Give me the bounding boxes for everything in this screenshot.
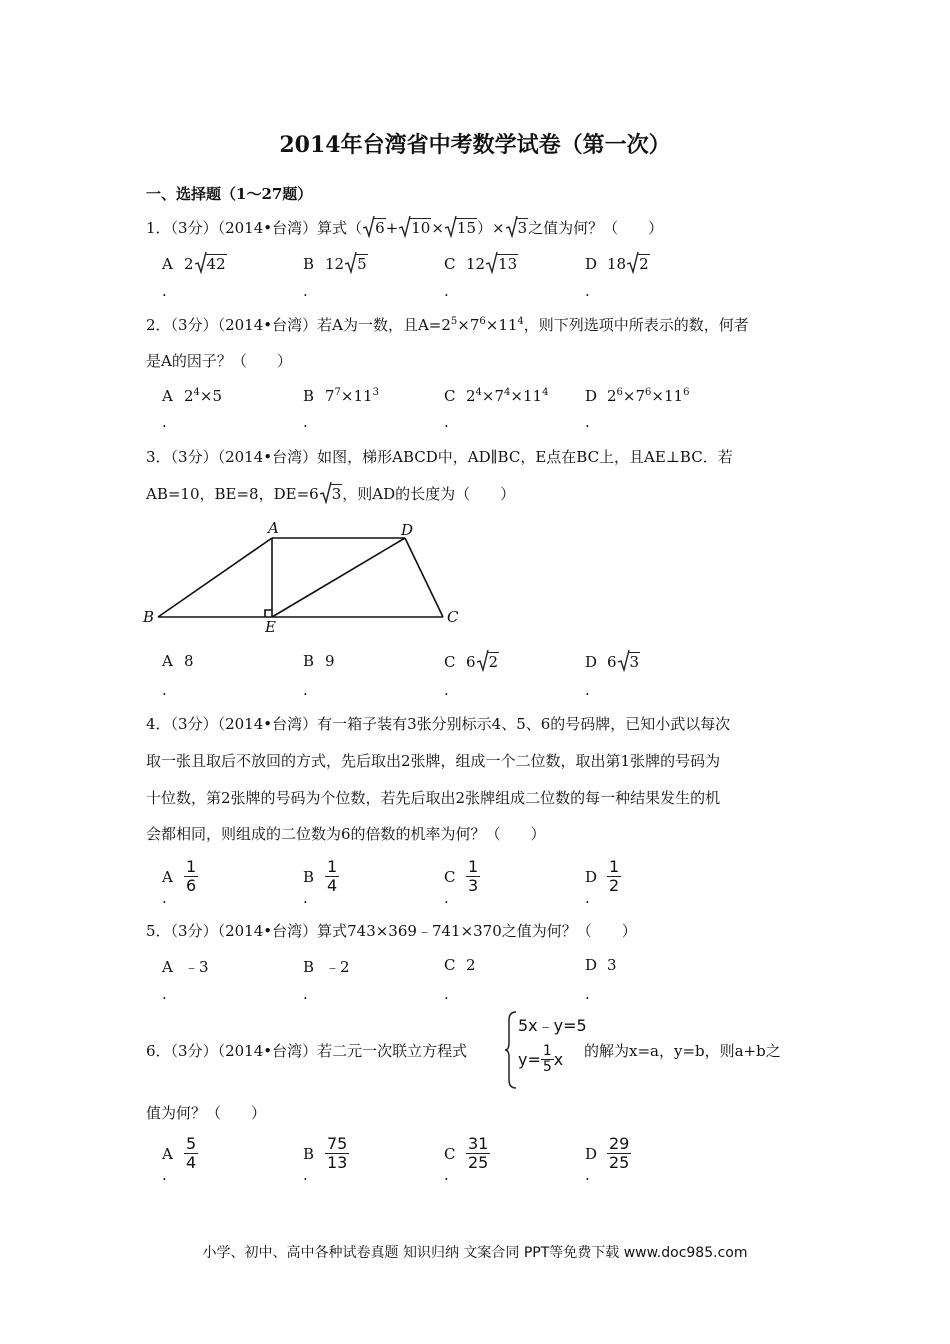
- option-dot: .: [444, 985, 449, 1003]
- option-a[interactable]: A $\frac{1}{6}$: [162, 857, 197, 895]
- option-d[interactable]: D $\frac{29}{25}$: [585, 1134, 630, 1172]
- option-d[interactable]: D 18 2: [585, 254, 650, 273]
- option-dot: .: [444, 681, 449, 699]
- option-dot: .: [444, 282, 449, 300]
- option-c[interactable]: C 2: [444, 956, 476, 974]
- option-c[interactable]: C 12 13: [444, 254, 518, 273]
- radical: 10: [399, 218, 431, 238]
- option-dot: .: [585, 413, 590, 431]
- section-heading: 一、选择题（1～27题）: [146, 185, 313, 203]
- question-4-line2: 取一张且取后不放回的方式，先后取出2张牌，组成一个二位数，取出第1张牌的号码为: [146, 752, 721, 770]
- option-dot: .: [162, 889, 167, 907]
- option-dot: .: [444, 413, 449, 431]
- option-dot: .: [303, 282, 308, 300]
- trapezoid-figure: [138, 518, 468, 638]
- option-d[interactable]: D $2^6\times 7^6\times 11^6$: [585, 387, 690, 405]
- option-dot: .: [585, 282, 590, 300]
- option-d[interactable]: D $\frac{1}{2}$: [585, 857, 620, 895]
- option-dot: .: [303, 985, 308, 1003]
- vertex-label-c: C: [447, 608, 459, 626]
- option-d[interactable]: D 3: [585, 956, 617, 974]
- option-dot: .: [162, 282, 167, 300]
- option-b[interactable]: B $7^7\times 11^3$: [303, 387, 379, 405]
- option-dot: .: [303, 1166, 308, 1184]
- question-6: 6．（3分）（2014•台湾）若二元一次联立方程式: [146, 1042, 468, 1060]
- page-footer: 小学、初中、高中各种试卷真题 知识归纳 文案合同 PPT等免费下载 www.doc985.com: [202, 1245, 748, 1261]
- equation-1: 5x﹣y=5: [518, 1016, 587, 1035]
- question-2-line2: 是A的因子？（ ）: [146, 352, 292, 370]
- option-a[interactable]: A 8: [162, 652, 194, 670]
- system-brace: [504, 1010, 518, 1090]
- vertex-label-d: D: [401, 521, 414, 539]
- option-c[interactable]: C $\frac{1}{3}$: [444, 857, 479, 895]
- option-a[interactable]: A $\frac{5}{4}$: [162, 1134, 197, 1172]
- question-text: （3分）（2014•台湾）算式（: [170, 219, 363, 237]
- option-dot: .: [162, 985, 167, 1003]
- option-c[interactable]: C $2^4\times 7^4\times 11^4$: [444, 387, 549, 405]
- option-dot: .: [585, 681, 590, 699]
- question-4: 4．（3分）（2014•台湾）有一箱子装有3张分别标示4、5、6的号码牌，已知小武以每次: [146, 715, 731, 733]
- option-dot: .: [444, 1166, 449, 1184]
- option-dot: .: [444, 889, 449, 907]
- option-dot: .: [303, 681, 308, 699]
- option-dot: .: [303, 413, 308, 431]
- vertex-label-a: A: [268, 519, 279, 537]
- question-2: 2．（3分）（2014•台湾）若A为一数，且$A=2^5\times 7^6\times 11^4$，则下列选项中所表示的数，何者: [146, 316, 749, 334]
- question-3-line2: AB=10，BE=8，DE=6 3，则AD的长度为（ ）: [146, 484, 515, 504]
- option-b[interactable]: B 12 5: [303, 254, 368, 273]
- question-4-line4: 会都相同，则组成的二位数为6的倍数的机率为何？（ ）: [146, 825, 546, 843]
- vertex-label-e: E: [265, 618, 276, 636]
- vertex-label-b: B: [143, 608, 155, 626]
- question-4-line3: 十位数，第2张牌的号码为个位数，若先后取出2张牌组成二位数的每一种结果发生的机: [146, 789, 721, 807]
- radical: 6: [363, 218, 386, 238]
- option-dot: .: [585, 985, 590, 1003]
- question-5: 5．（3分）（2014•台湾）算式743×369﹣741×370之值为何？（ ）: [146, 922, 637, 940]
- option-a[interactable]: A $2^4\times 5$: [162, 387, 223, 405]
- option-c[interactable]: C 6 2: [444, 652, 499, 671]
- question-6-tail: 的解为x=a，y=b，则a+b之: [584, 1042, 781, 1060]
- option-b[interactable]: B 9: [303, 652, 335, 670]
- option-b[interactable]: B $\frac{1}{4}$: [303, 857, 338, 895]
- question-3: 3．（3分）（2014•台湾）如图，梯形ABCD中，AD∥BC，E点在BC上，且AE⊥BC．若: [146, 448, 733, 466]
- option-dot: .: [162, 681, 167, 699]
- option-d[interactable]: D 6 3: [585, 652, 640, 671]
- option-dot: .: [162, 413, 167, 431]
- equation-2: y= $\frac{1}{5}$ x: [518, 1043, 564, 1075]
- option-a[interactable]: A ﹣3: [162, 958, 209, 976]
- question-1: 1．（3分）（2014•台湾）算式（ 6+ 10× 15）× 3之值为何？（ ）: [146, 218, 663, 238]
- option-dot: .: [162, 1166, 167, 1184]
- option-dot: .: [585, 889, 590, 907]
- option-dot: .: [585, 1166, 590, 1184]
- radical: 15: [445, 218, 477, 238]
- option-c[interactable]: C $\frac{31}{25}$: [444, 1134, 489, 1172]
- question-number: 1．: [146, 219, 171, 237]
- option-b[interactable]: B ﹣2: [303, 958, 350, 976]
- radical: 3: [506, 218, 529, 238]
- option-b[interactable]: B $\frac{75}{13}$: [303, 1134, 348, 1172]
- question-6-line2: 值为何？（ ）: [146, 1104, 267, 1122]
- option-dot: .: [303, 889, 308, 907]
- option-a[interactable]: A 2 42: [162, 254, 227, 273]
- page-title: 2014年台湾省中考数学试卷（第一次）: [279, 132, 671, 158]
